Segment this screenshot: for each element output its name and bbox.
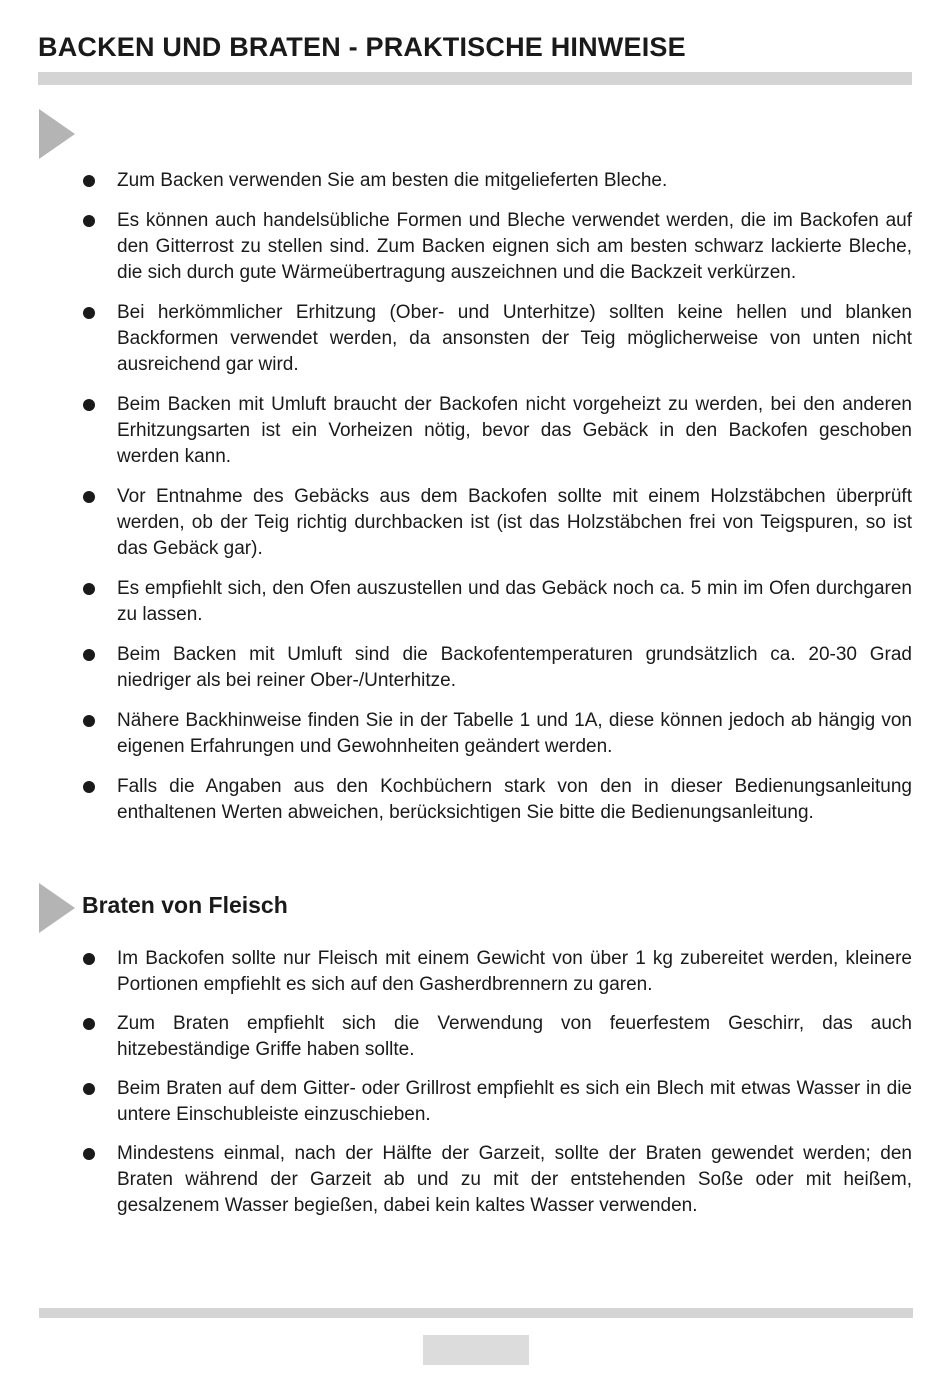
list-item	[82, 1011, 912, 1063]
page-title: BACKEN UND BRATEN - PRAKTISCHE HINWEISE	[38, 32, 686, 62]
bullet-icon	[83, 1083, 95, 1095]
list-item-text: Zum Backen verwenden Sie am besten die mitgelieferten Bleche.	[117, 170, 668, 191]
list-item-text: Es können auch handelsübliche Formen und Bleche verwendet werden, die im Backofen auf den Gitterrost zu stellen sind. Zum Backen eignen sich am besten schwarz lackierte Bleche, die sich durch gute Wärmeübertragung auszeichnen und die Backzeit verkürzen.	[117, 210, 912, 283]
section-marker-triangle-icon	[39, 883, 75, 933]
bullet-icon	[83, 1148, 95, 1160]
bullet-icon	[83, 175, 95, 187]
list-item	[82, 946, 912, 998]
list-item-text: Falls die Angaben aus den Kochbüchern stark von den in dieser Bedienungsanleitung enthaltenen Werten abweichen, berücksichtigen Sie bitte die Bedienungsanleitung.	[117, 776, 912, 823]
list-item	[82, 168, 912, 194]
bullet-icon	[83, 583, 95, 595]
list-item	[82, 208, 912, 286]
list-item	[82, 774, 912, 826]
list-item	[82, 1076, 912, 1128]
section-marker-triangle-icon	[39, 109, 75, 159]
list-item-text: Bei herkömmlicher Erhitzung (Ober- und Unterhitze) sollten keine hellen und blanken Backformen verwendet werden, da ansonsten der Teig möglicherweise von unten nicht ausreichend gar wird.	[117, 302, 912, 375]
list-item-text: Beim Backen mit Umluft braucht der Backofen nicht vorgeheizt zu werden, bei den anderen Erhitzungsarten ist ein Vorheizen nötig, bevor das Gebäck in den Backofen geschoben werden kann.	[117, 394, 912, 467]
list-item	[82, 392, 912, 470]
bullet-icon	[83, 715, 95, 727]
list-item	[82, 1141, 912, 1219]
list-item	[82, 708, 912, 760]
section-heading-braten: Braten von Fleisch	[82, 892, 288, 918]
footer-rule	[39, 1308, 913, 1318]
page-number-box	[423, 1335, 529, 1365]
list-item-text: Im Backofen sollte nur Fleisch mit einem Gewicht von über 1 kg zubereitet werden, kleinere Portionen empfiehlt es sich auf den Gasherdbrennern zu garen.	[117, 948, 912, 995]
list-item	[82, 484, 912, 562]
list-item	[82, 642, 912, 694]
bullet-icon	[83, 399, 95, 411]
bullet-icon	[83, 649, 95, 661]
bullet-icon	[83, 215, 95, 227]
list-item-text: Beim Backen mit Umluft sind die Backofentemperaturen grundsätzlich ca. 20-30 Grad niedriger als bei reiner Ober-/Unterhitze.	[117, 644, 912, 691]
list-item-text: Mindestens einmal, nach der Hälfte der Garzeit, sollte der Braten gewendet werden; den Braten während der Garzeit ab und zu mit der entstehenden Soße oder mit heißem, gesalzenem Wasser begießen, dabei kein kaltes Wasser verwenden.	[117, 1143, 912, 1216]
bullet-icon	[83, 491, 95, 503]
list-item-text: Nähere Backhinweise finden Sie in der Tabelle 1 und 1A, diese können jedoch ab hängig von eigenen Erfahrungen und Gewohnheiten geändert werden.	[117, 710, 912, 757]
title-rule	[38, 72, 912, 85]
list-item-text: Es empfiehlt sich, den Ofen auszustellen und das Gebäck noch ca. 5 min im Ofen durchgaren zu lassen.	[117, 578, 912, 625]
bullet-icon	[83, 953, 95, 965]
list-item-text: Zum Braten empfiehlt sich die Verwendung von feuerfestem Geschirr, das auch hitzebeständige Griffe haben sollte.	[117, 1013, 912, 1060]
list-item	[82, 576, 912, 628]
list-item-text: Vor Entnahme des Gebäcks aus dem Backofen sollte mit einem Holzstäbchen überprüft werden, ob der Teig richtig durchbacken ist (ist das Holzstäbchen frei von Teigspuren, so ist das Gebäck gar).	[117, 486, 912, 559]
baking-tips-list	[82, 168, 912, 840]
list-item	[82, 300, 912, 378]
roasting-tips-list	[82, 946, 912, 1232]
list-item-text: Beim Braten auf dem Gitter- oder Grillrost empfiehlt es sich ein Blech mit etwas Wasser in die untere Einschubleiste einzuschieben.	[117, 1078, 912, 1125]
bullet-icon	[83, 1018, 95, 1030]
bullet-icon	[83, 307, 95, 319]
bullet-icon	[83, 781, 95, 793]
